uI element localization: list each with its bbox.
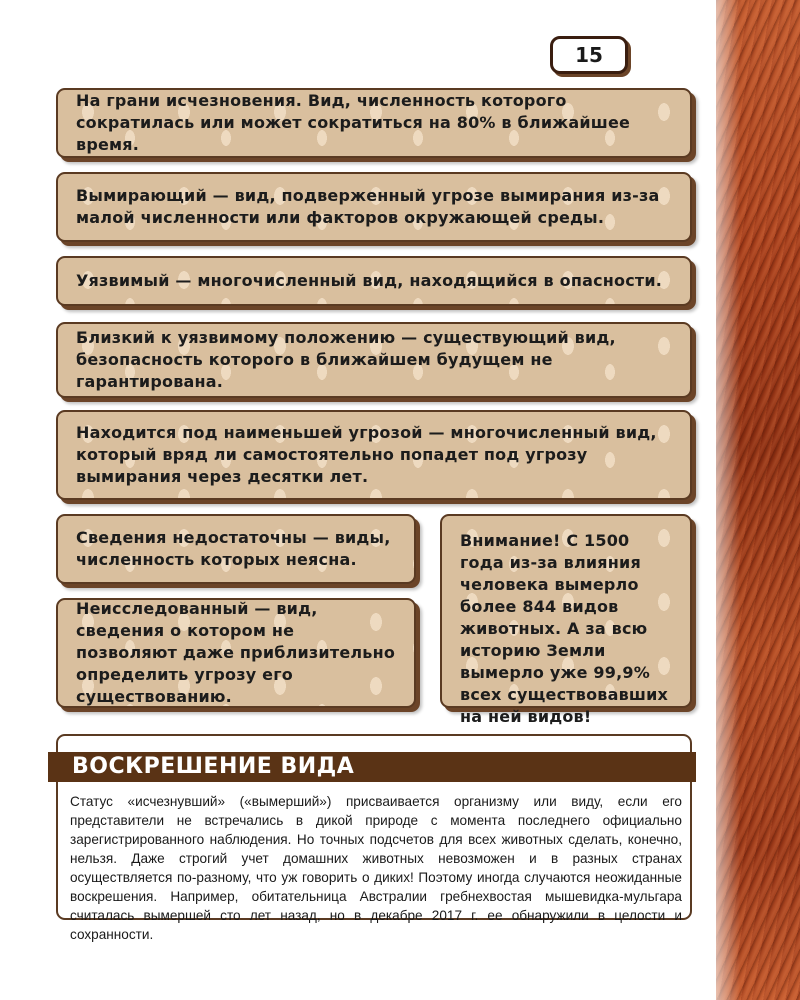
status-card-not-evaluated bbox=[56, 598, 416, 708]
card-text: На грани исчезновения. Вид, численность которого сократилась или может сократиться на 80% в ближайшее время. bbox=[76, 91, 631, 154]
fur-fade-edge bbox=[700, 0, 740, 1000]
status-card-vulnerable bbox=[56, 256, 692, 306]
info-box-title: ВОСКРЕШЕНИЕ ВИДА bbox=[48, 752, 696, 782]
status-card-near-extinction bbox=[56, 88, 692, 158]
status-card-endangered bbox=[56, 172, 692, 242]
page-number: 15 bbox=[550, 36, 628, 74]
attention-card bbox=[440, 514, 692, 726]
status-card-data-deficient bbox=[56, 514, 416, 584]
info-box-text: Статус «исчезнувший» («вымерший») присваивается организму или виду, если его представители не встречались в дикой природе с момента последнего официально зарегистрированного наблюдения. Но точных подсчетов для всех животных сделать, конечно, нельзя. Даже строгий учет домашних животных невозможен и в разных странах осуществляется по-разному, что уж говорить о диких! Поэтому иногда случаются неожиданные воскрешения. Например, обитательница Австралии гребнехвостая мышевидка-мульгара считалась вымершей сто лет назад, но в декабре 2017 г. ее обнаружили в целости и сохранности. bbox=[70, 794, 682, 942]
card-text: Уязвимый — многочисленный вид, находящийся в опасности. bbox=[76, 271, 663, 290]
card-text: Близкий к уязвимому положению — существующий вид, безопасность которого в ближайшем будущем не гарантирована. bbox=[76, 328, 616, 391]
card-text: Внимание! С 1500 года из-за влияния человека вымерло более 844 видов животных. А за всю историю Земли вымерло уже 99,9% всех существовавших на ней видов! bbox=[460, 531, 669, 726]
status-card-near-threatened bbox=[56, 322, 692, 398]
card-text: Находится под наименьшей угрозой — многочисленный вид, который вряд ли самостоятельно попадет под угрозу вымирания через десятки лет. bbox=[76, 423, 657, 486]
card-text: Вымирающий — вид, подверженный угрозе вымирания из-за малой численности или факторов окружающей среды. bbox=[76, 186, 660, 227]
status-card-least-concern bbox=[56, 410, 692, 500]
card-text: Сведения недостаточны — виды, численность которых неясна. bbox=[76, 528, 391, 569]
card-text: Неисследованный — вид, сведения о котором не позволяют даже приблизительно определить угрозу его существованию. bbox=[76, 599, 396, 706]
